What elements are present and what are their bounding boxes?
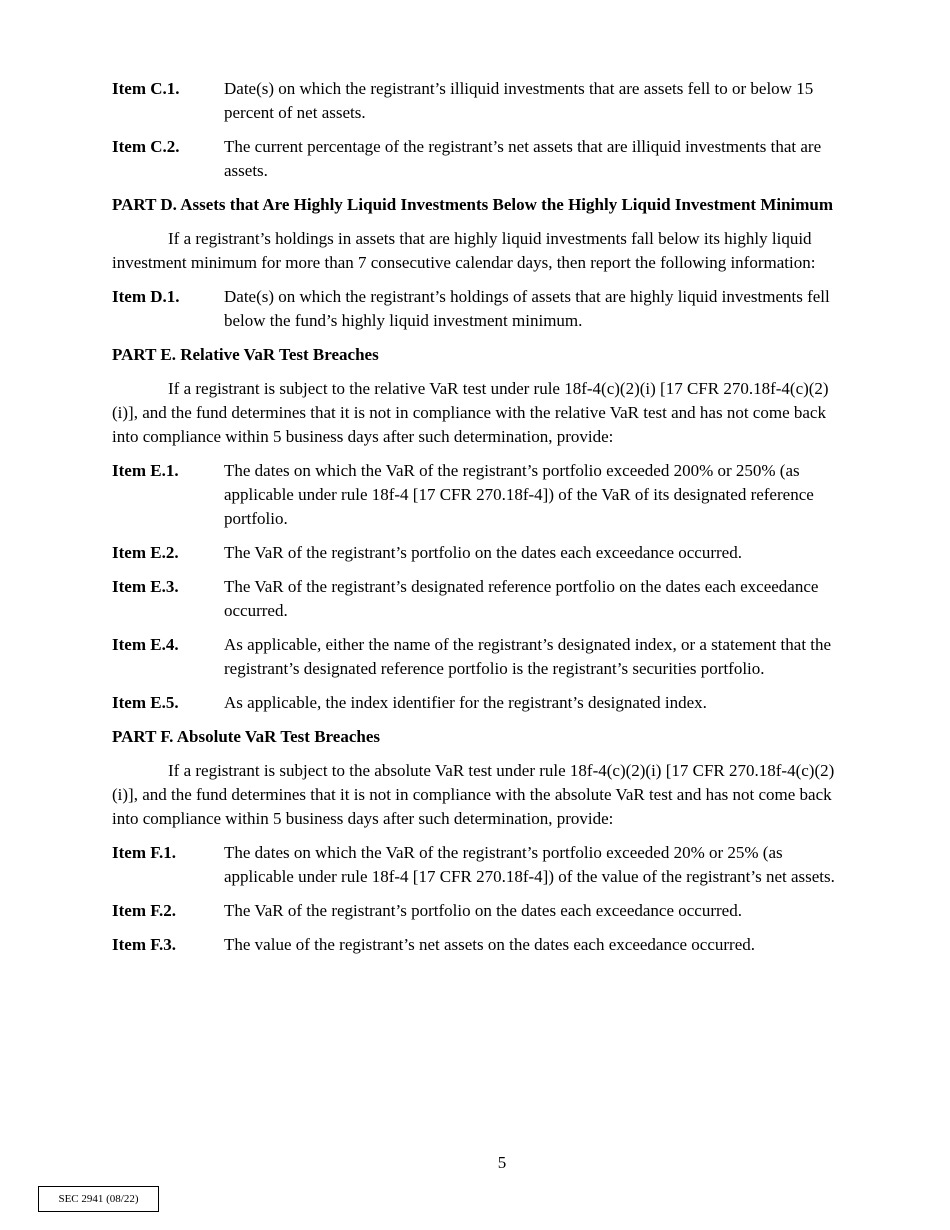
- item-label: Item E.4.: [112, 635, 179, 654]
- item-text: The dates on which the VaR of the registrant’s portfolio exceeded 200% or 250% (as applicable under rule 18f-4 [17 CFR 270.18f-4]) of the VaR of its designated reference portfolio.: [224, 461, 814, 528]
- item-label: Item E.5.: [112, 693, 179, 712]
- item-e3: [112, 575, 842, 623]
- item-f3: [112, 933, 842, 957]
- item-text: The dates on which the VaR of the registrant’s portfolio exceeded 20% or 25% (as applicable under rule 18f-4 [17 CFR 270.18f-4]) of the value of the registrant’s net assets.: [224, 843, 835, 886]
- part-f-heading: PART F. Absolute VaR Test Breaches: [112, 727, 380, 746]
- item-text: As applicable, either the name of the registrant’s designated index, or a statement that the registrant’s designated reference portfolio is the registrant’s securities portfolio.: [224, 635, 832, 678]
- item-e1: [112, 459, 842, 531]
- item-label: Item F.3.: [112, 935, 177, 954]
- item-f1: [112, 841, 842, 889]
- item-e5: [112, 691, 842, 715]
- part-e-heading: PART E. Relative VaR Test Breaches: [112, 345, 379, 364]
- document-body: [112, 77, 842, 967]
- part-d-heading: PART D. Assets that Are Highly Liquid Investments Below the Highly Liquid Investment Minimum: [112, 195, 834, 214]
- item-label: Item E.3.: [112, 577, 179, 596]
- item-text: The VaR of the registrant’s designated reference portfolio on the dates each exceedance occurred.: [224, 577, 819, 620]
- item-d1: [112, 285, 842, 333]
- item-label: Item F.2.: [112, 901, 177, 920]
- part-f-intro: If a registrant is subject to the absolute VaR test under rule 18f-4(c)(2)(i) [17 CFR 270.18f-4(c)(2)(i)], and the fund determines that it is not in compliance with the absolute VaR test and has not come back into compliance within 5 business days after such determination, provide:: [112, 761, 835, 828]
- item-text: As applicable, the index identifier for the registrant’s designated index.: [224, 693, 707, 712]
- item-text: The VaR of the registrant’s portfolio on the dates each exceedance occurred.: [224, 901, 742, 920]
- item-label: Item C.1.: [112, 79, 180, 98]
- item-label: Item F.1.: [112, 843, 177, 862]
- item-e4: [112, 633, 842, 681]
- item-e2: [112, 541, 842, 565]
- part-d-intro: If a registrant’s holdings in assets that are highly liquid investments fall below its highly liquid investment minimum for more than 7 consecutive calendar days, then report the following information:: [112, 229, 816, 272]
- item-text: The VaR of the registrant’s portfolio on the dates each exceedance occurred.: [224, 543, 742, 562]
- item-text: The current percentage of the registrant’s net assets that are illiquid investments that are assets.: [224, 137, 822, 180]
- page-number: 5: [497, 1153, 507, 1172]
- item-c1: [112, 77, 842, 125]
- part-e-intro: If a registrant is subject to the relative VaR test under rule 18f-4(c)(2)(i) [17 CFR 270.18f-4(c)(2)(i)], and the fund determines that it is not in compliance with the relative VaR test and has not come back into compliance within 5 business days after such determination, provide:: [112, 379, 829, 446]
- form-code-box: SEC 2941 (08/22): [38, 1186, 159, 1212]
- item-f2: [112, 899, 842, 923]
- item-text: Date(s) on which the registrant’s illiquid investments that are assets fell to or below 15 percent of net assets.: [224, 79, 814, 122]
- item-label: Item D.1.: [112, 287, 180, 306]
- item-label: Item E.1.: [112, 461, 179, 480]
- item-text: Date(s) on which the registrant’s holdings of assets that are highly liquid investments fell below the fund’s highly liquid investment minimum.: [224, 287, 830, 330]
- item-label: Item C.2.: [112, 137, 180, 156]
- item-text: The value of the registrant’s net assets on the dates each exceedance occurred.: [224, 935, 756, 954]
- item-c2: [112, 135, 842, 183]
- item-label: Item E.2.: [112, 543, 179, 562]
